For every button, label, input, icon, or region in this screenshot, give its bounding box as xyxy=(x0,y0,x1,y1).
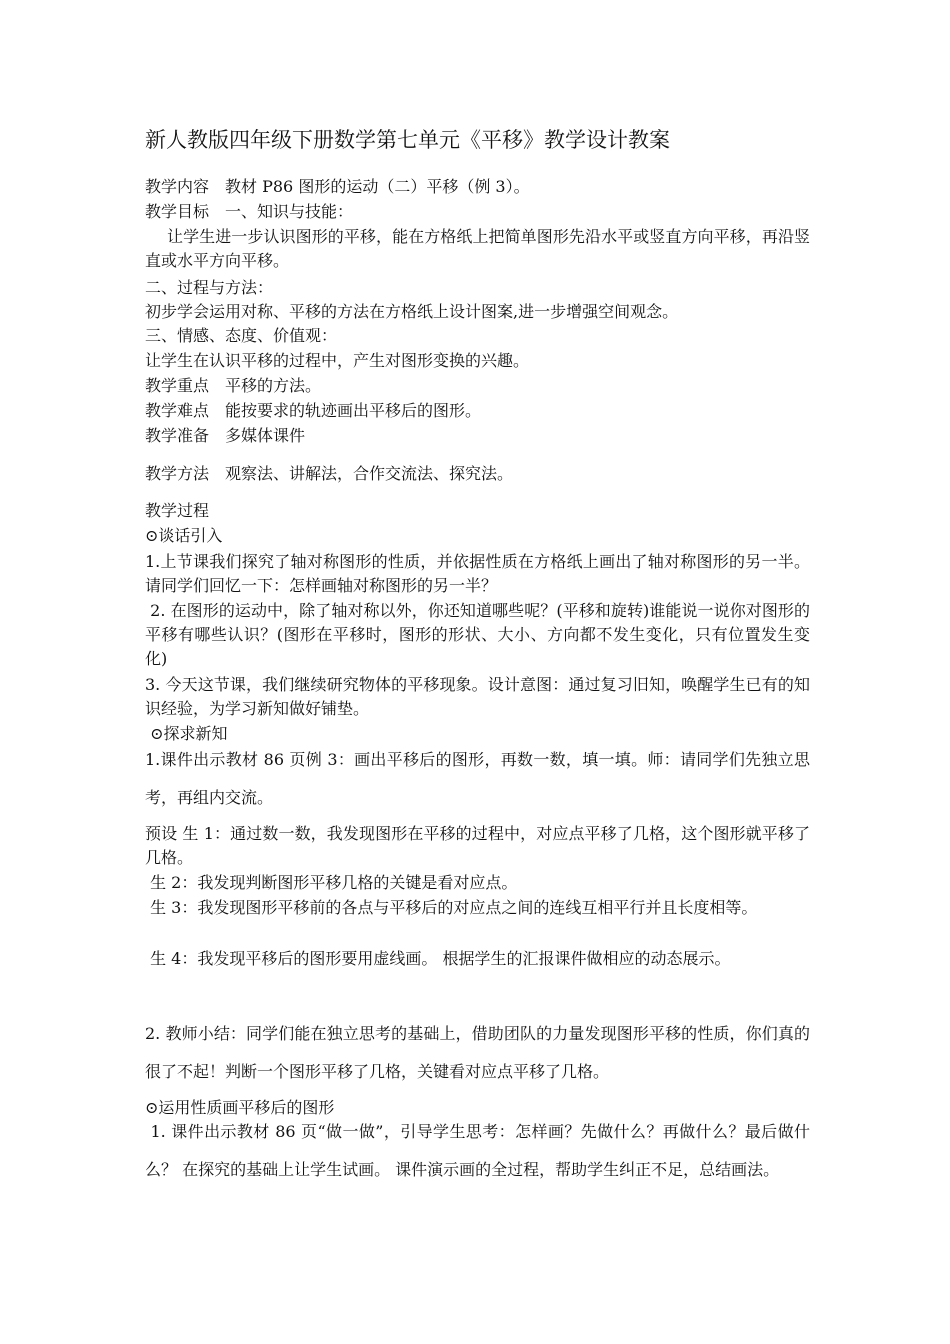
goal-heading-2: 二、过程与方法： xyxy=(145,278,274,297)
explore-paragraph-1: 1.课件出示教材 86 页例 3：画出平移后的图形，再数一数，填一填。师：请同学们先独立思考，再组内交流。 xyxy=(145,750,810,807)
explore-paragraph-3: 生 2：我发现判断图形平移几格的关键是看对应点。 xyxy=(145,873,518,892)
key-label: 教学重点 xyxy=(145,376,210,395)
explore-paragraph-5: 生 4：我发现平移后的图形要用虚线画。 根据学生的汇报课件做相应的动态展示。 xyxy=(145,949,731,968)
content-row xyxy=(145,176,530,198)
section-explore-heading: ⊙探求新知 xyxy=(145,724,228,743)
method-label: 教学方法 xyxy=(145,464,210,483)
explore-paragraph-2: 预设 生 1：通过数一数，我发现图形在平移的过程中，对应点平移了几格，这个图形就平移了几格。 xyxy=(145,824,810,867)
key-value: 平移的方法。 xyxy=(225,376,322,395)
key-row xyxy=(145,375,321,397)
content-label: 教学内容 xyxy=(145,177,210,196)
section-draw-heading: ⊙运用性质画平移后的图形 xyxy=(145,1098,335,1117)
method-row xyxy=(145,463,513,485)
intro-paragraph-1: 1.上节课我们探究了轴对称图形的性质，并依据性质在方格纸上画出了轴对称图形的另一半。请同学们回忆一下：怎样画轴对称图形的另一半？ xyxy=(145,552,810,595)
goal-text-2: 初步学会运用对称、平移的方法在方格纸上设计图案,进一步增强空间观念。 xyxy=(145,302,679,321)
difficulty-value: 能按要求的轨迹画出平移后的图形。 xyxy=(225,401,482,420)
prep-row xyxy=(145,425,305,447)
goal-row xyxy=(145,201,353,223)
explore-paragraph-4: 生 3：我发现图形平移前的各点与平移后的对应点之间的连线互相平行并且长度相等。 xyxy=(145,898,758,917)
difficulty-label: 教学难点 xyxy=(145,401,210,420)
method-value: 观察法、讲解法，合作交流法、探究法。 xyxy=(225,464,514,483)
explore-paragraph-6: 2. 教师小结：同学们能在独立思考的基础上，借助团队的力量发现图形平移的性质，你们真的很了不起！判断一个图形平移了几格，关键看对应点平移了几格。 xyxy=(145,1024,810,1081)
content-value: 教材 P86 图形的运动（二）平移（例 3）。 xyxy=(225,177,530,196)
goal-text-3: 让学生在认识平移的过程中，产生对图形变换的兴趣。 xyxy=(145,351,530,370)
prep-value: 多媒体课件 xyxy=(225,426,306,445)
intro-paragraph-2: 2. 在图形的运动中，除了轴对称以外，你还知道哪些呢？(平移和旋转)谁能说一说你对图形的平移有哪些认识？(图形在平移时，图形的形状、大小、方向都不发生变化，只有位置发生变化) xyxy=(145,601,810,668)
prep-label: 教学准备 xyxy=(145,426,210,445)
difficulty-row xyxy=(145,400,481,422)
goal-text-1: 让学生进一步认识图形的平移，能在方格纸上把简单图形先沿水平或竖直方向平移，再沿竖直或水平方向平移。 xyxy=(145,227,810,270)
goal-heading-3: 三、情感、态度、价值观： xyxy=(145,326,338,345)
goal-heading-1: 一、知识与技能： xyxy=(225,202,354,221)
process-heading: 教学过程 xyxy=(145,501,210,520)
goal-label: 教学目标 xyxy=(145,202,210,221)
section-intro-heading: ⊙谈话引入 xyxy=(145,526,223,545)
document-title: 新人教版四年级下册数学第七单元《平移》教学设计教案 xyxy=(145,128,670,152)
draw-paragraph-1: 1. 课件出示教材 86 页“做一做”，引导学生思考：怎样画？先做什么？再做什么？最后做什么？ 在探究的基础上让学生试画。 课件演示画的全过程，帮助学生纠正不足，总结画法。 xyxy=(145,1122,810,1179)
intro-paragraph-3: 3. 今天这节课，我们继续研究物体的平移现象。设计意图：通过复习旧知，唤醒学生已有的知识经验，为学习新知做好铺垫。 xyxy=(145,675,810,718)
